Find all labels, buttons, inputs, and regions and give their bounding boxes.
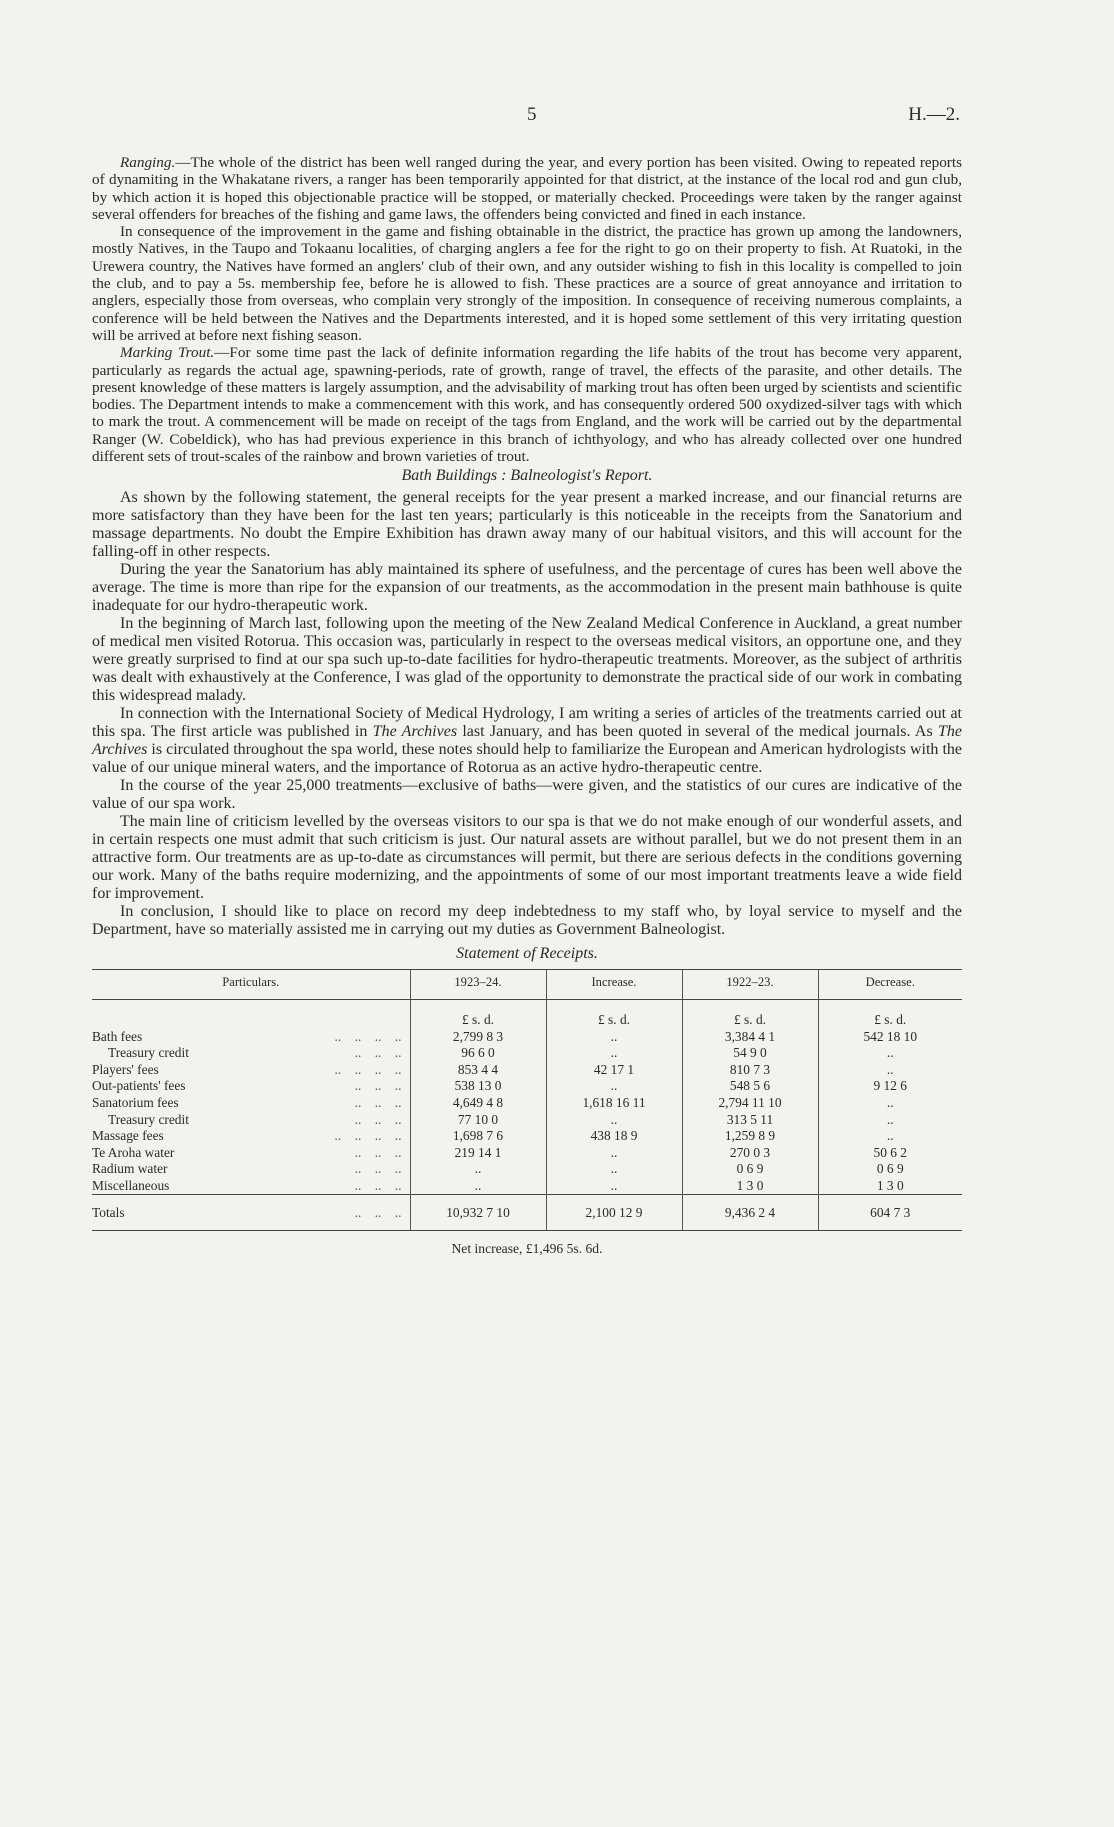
total-decrease: 604 7 3 [818,1195,962,1231]
cell-1922-23: 2,794 11 10 [682,1095,818,1112]
totals-label: Totals [92,1205,125,1221]
table-row: Players' fees .. .. .. .. 853 4 4 42 17 1 810 7 3 .. [92,1062,962,1079]
balneologist-report [92,489,962,939]
cell-1923-24: 853 4 4 [410,1062,546,1079]
receipts-table [92,969,962,1231]
page-number: 5 [527,104,537,125]
report-paragraph-5: In the course of the year 25,000 treatments—exclusive of baths—were given, and the statistics of our cures are indicative of the value of our spa work. [92,777,962,813]
cell-1922-23: 1 3 0 [682,1178,818,1195]
row-label: Treasury credit [108,1045,189,1061]
unit-label: £ s. d. [818,999,962,1028]
page-header [92,104,962,134]
row-label: Sanatorium fees [92,1094,179,1110]
report-paragraph-2: During the year the Sanatorium has ably maintained its sphere of usefulness, and the percentage of cures has been well above the average. The time is more than ripe for the expansion of our treatments, as the accommodation in the present main bathhouse is quite inadequate for our hydro-therapeutic work. [92,561,962,615]
unit-label: £ s. d. [546,999,682,1028]
unit-label: £ s. d. [410,999,546,1028]
cell-1922-23: 3,384 4 1 [682,1029,818,1046]
cell-1922-23: 1,259 8 9 [682,1128,818,1145]
cell-1923-24: 96 6 0 [410,1045,546,1062]
totals-row: Totals .. .. .. 10,932 7 10 2,100 12 9 9,436 2 4 604 7 3 [92,1195,962,1231]
cell-decrease: 0 6 9 [818,1161,962,1178]
cell-increase: .. [546,1178,682,1195]
cell-increase: 438 18 9 [546,1128,682,1145]
cell-increase: .. [546,1078,682,1095]
marking-trout-heading: Marking Trout. [120,344,215,362]
cell-increase: .. [546,1112,682,1129]
cell-1922-23: 548 5 6 [682,1078,818,1095]
journal-title: The Archives [92,723,962,759]
cell-increase: 1,618 16 11 [546,1095,682,1112]
cell-increase: .. [546,1045,682,1062]
table-row: Radium water .. .. .. .. .. 0 6 9 0 6 9 [92,1161,962,1178]
cell-decrease: .. [818,1045,962,1062]
report-paragraph-4: In connection with the International Society of Medical Hydrology, I am writing a series of articles of the treatments carried out at this spa. The first article was published in The Archives last January, and has been quoted in several of the medical journals. As The Archives is circulated throughout the spa world, these notes should help to familiarize the European and American hydrologists with the value of our unique mineral waters, and the importance of Rotorua as an active hydro-therapeutic centre. [92,705,962,777]
table-header-row [92,970,962,1000]
unit-row [92,999,962,1028]
row-label: Out-patients' fees [92,1078,186,1094]
table-row: Sanatorium fees .. .. .. 4,649 4 8 1,618 16 11 2,794 11 10 .. [92,1095,962,1112]
bath-buildings-heading: Bath Buildings : Balneologist's Report. [401,467,653,485]
cell-increase: 42 17 1 [546,1062,682,1079]
row-label: Treasury credit [108,1111,189,1127]
cell-1923-24: 2,799 8 3 [410,1029,546,1046]
cell-1923-24: .. [410,1161,546,1178]
cell-decrease: .. [818,1095,962,1112]
anglers-fee-paragraph: In consequence of the improvement in the game and fishing obtainable in the district, the practice has grown up among the landowners, mostly Natives, in the Taupo and Tokaanu localities, of charging anglers a fee for the right to go on their property to fish. At Ruatoki, in the Urewera country, the Natives have formed an anglers' club of their own, and any outsider wishing to fish in this locality is compelled to join the club, and to pay a 5s. membership fee, before he is allowed to fish. These practices are a source of great annoyance and irritation to anglers, especially those from overseas, who complain very strongly of the imposition. In consequence of receiving numerous complaints, a conference will be held between the Natives and the Departments interested, and it is hoped some settlement of this very irritating question will be arrived at before next fishing season. [92,223,962,344]
header-decrease: Decrease. [818,970,962,1000]
table-row: Treasury credit .. .. .. 96 6 0 .. 54 9 0 .. [92,1045,962,1062]
row-label: Te Aroha water [92,1144,175,1160]
table-row: Treasury credit .. .. .. 77 10 0 .. 313 5 11 .. [92,1112,962,1129]
cell-1923-24: 4,649 4 8 [410,1095,546,1112]
cell-decrease: .. [818,1112,962,1129]
cell-1923-24: 1,698 7 6 [410,1128,546,1145]
ranging-heading: Ranging. [120,154,176,171]
cell-decrease: 542 18 10 [818,1029,962,1046]
cell-1923-24: 219 14 1 [410,1145,546,1162]
table-row: Miscellaneous .. .. .. .. .. 1 3 0 1 3 0 [92,1178,962,1195]
document-reference: H.—2. [908,104,960,125]
ranging-paragraph: Ranging.—The whole of the district has been well ranged during the year, and every portion has been visited. Owing to repeated reports of dynamiting in the Whakatane rivers, a ranger has been temporarily appointed for that district, at the instance of the local rod and gun club, by which action it is hoped this objectionable practice will be stopped, or materially checked. Proceedings were taken by the ranger against several offenders for breaches of the fishing and game laws, the offenders being convicted and fined in each instance. [92,154,962,223]
header-1922-23: 1922–23. [682,970,818,1000]
cell-decrease: 9 12 6 [818,1078,962,1095]
cell-1923-24: 538 13 0 [410,1078,546,1095]
cell-1922-23: 54 9 0 [682,1045,818,1062]
total-1923-24: 10,932 7 10 [410,1195,546,1231]
document-page [92,104,962,1257]
row-label: Miscellaneous [92,1177,170,1193]
total-increase: 2,100 12 9 [546,1195,682,1231]
header-increase: Increase. [546,970,682,1000]
row-label: Radium water [92,1161,168,1177]
total-1922-23: 9,436 2 4 [682,1195,818,1231]
table-row: Massage fees .. .. .. .. 1,698 7 6 438 18 9 1,259 8 9 .. [92,1128,962,1145]
cell-increase: .. [546,1029,682,1046]
report-paragraph-6: The main line of criticism levelled by the overseas visitors to our spa is that we do not make enough of our wonderful assets, and in certain respects one must admit that such criticism is just. Our natural assets are without parallel, but we do not present them in an attractive form. Our treatments are as up-to-date as circumstances will permit, but there are serious defects in the conditions governing our work. Many of the baths require modernizing, and the appointments of some of our most important treatments leave a wide field for improvement. [92,813,962,903]
cell-increase: .. [546,1145,682,1162]
cell-increase: .. [546,1161,682,1178]
journal-title: The Archives [372,723,458,741]
table-row: Te Aroha water .. .. .. 219 14 1 .. 270 0 3 50 6 2 [92,1145,962,1162]
report-paragraph-7: In conclusion, I should like to place on record my deep indebtedness to my staff who, by loyal service to myself and the Department, have so materially assisted me in carrying out my duties as Government Balneologist. [92,903,962,939]
cell-decrease: .. [818,1062,962,1079]
cell-1922-23: 270 0 3 [682,1145,818,1162]
row-label: Players' fees [92,1061,159,1077]
row-label: Massage fees [92,1128,164,1144]
cell-decrease: 50 6 2 [818,1145,962,1162]
row-label: Bath fees [92,1028,143,1044]
report-paragraph-3: In the beginning of March last, following upon the meeting of the New Zealand Medical Conference in Auckland, a great number of medical men visited Rotorua. This occasion was, particularly in respect to the overseas medical visitors, an opportune one, and they were greatly surprised to find at our spa such up-to-date facilities for hydro-therapeutic treatments. Moreover, as the subject of arthritis was dealt with exhaustively at the Conference, I was glad of the opportunity to demonstrate the practical side of our work in combating this widespread malady. [92,615,962,705]
cell-decrease: .. [818,1128,962,1145]
cell-1922-23: 810 7 3 [682,1062,818,1079]
report-paragraph-1: As shown by the following statement, the general receipts for the year present a marked increase, and our financial returns are more satisfactory than they have been for the last ten years; particularly is this noticeable in the receipts from the Sanatorium and massage departments. No doubt the Empire Exhibition has drawn away many of our habitual visitors, and this will account for the falling-off in other respects. [92,489,962,561]
table-row: Out-patients' fees .. .. .. 538 13 0 .. 548 5 6 9 12 6 [92,1078,962,1095]
body-text [92,154,962,465]
net-increase-note: Net increase, £1,496 5s. 6d. [451,1241,603,1257]
cell-decrease: 1 3 0 [818,1178,962,1195]
cell-1923-24: .. [410,1178,546,1195]
table-row: Bath fees .. .. .. .. 2,799 8 3 .. 3,384 4 1 542 18 10 [92,1029,962,1046]
header-1923-24: 1923–24. [410,970,546,1000]
cell-1923-24: 77 10 0 [410,1112,546,1129]
cell-1922-23: 0 6 9 [682,1161,818,1178]
marking-trout-paragraph: Marking Trout.—For some time past the lack of definite information regarding the life habits of the trout has become very apparent, particularly as regards the actual age, spawning-periods, rate of growth, range of travel, the effects of the parasite, and other details. The present knowledge of these matters is largely assumption, and the advisability of marking trout has often been urged by scientists and scientific bodies. The Department intends to make a commencement with this work, and has consequently ordered 500 oxydized-silver tags with which to mark the trout. A commencement will be made on receipt of the tags from England, and the work will be carried out by the departmental Ranger (W. Cobeldick), who has had previous experience in this branch of ichthyology, and who has already collected over one hundred different sets of trout-scales of the rainbow and brown varieties of trout. [92,344,962,466]
table-title: Statement of Receipts. [456,945,598,963]
header-particulars: Particulars. [92,970,410,1000]
unit-label: £ s. d. [682,999,818,1028]
cell-1922-23: 313 5 11 [682,1112,818,1129]
